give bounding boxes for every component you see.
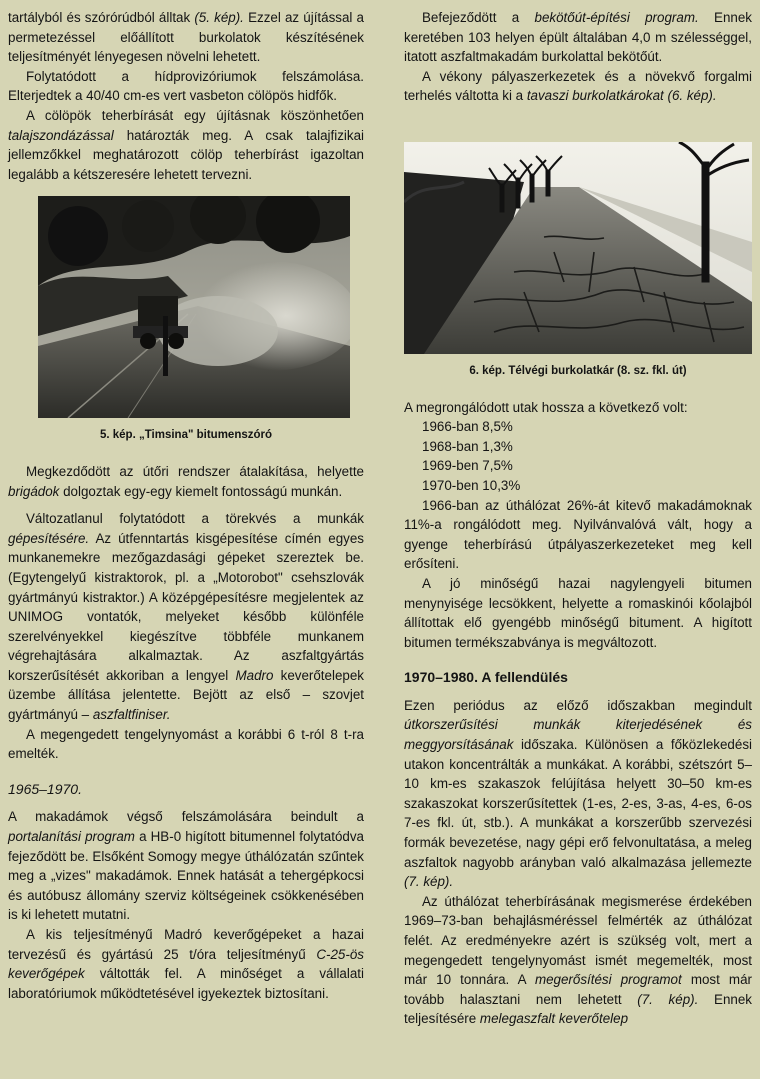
paragraph: A makadámok végső felszámolására beindult a portalanítási program a HB-0 higított bitumennel folytatódva fejeződött be. Elsőként Somogy megye úthálózatán szűntek meg a „vizes" makadámok. Ennek hatását a tehergépkocsi és autóbusz állomány szerviz költségeinek csökkenésében is ki lehetett mutatni. (8, 809, 364, 923)
paragraph: Változatlanul folytatódott a törekvés a munkák gépesítésére. Az útfenntartás kisgépesítése címén egyes munkanemekre mezőgazdasági gépeket szereztek be. (Egytengelyű kistraktorok, pl. a „Motorobot" csehszlovák gyártmányú kistraktor.) A középgépesítésre megjelentek az UNIMOG vontatók, melyeket később különféle szerelvényekkel kiegészítve többféle munkanem végrehajtására alkalmaztak. Az aszfaltgyártás korszerűsítését akkoriban a lengyel Madro keverőtelepek üzembe állítása jelentette. Bejött az első – szovjet gyártmányú – aszfaltfiniser. (8, 511, 364, 723)
section-title: 1965–1970. (8, 780, 82, 797)
paragraph: A cölöpök teherbírását egy újításnak köszönhetően talajszondázással határozták meg. A csak talajfizikai jellemzőkkel meghatározott cölöp teherbírást igazoltan legalább a kétszeresére lehetett tervezni. (8, 107, 364, 182)
paragraph: Ezen periódus az előző időszakban megindult útkorszerűsítési munkák kiterjedésének és meggyorsításának időszaka. Különösen a főközlekedési utakon koncentrálták a munkákat. A korábbi, szétszórt 5–10 km-es szakaszok felújítása helyett 30–50 km-es szakaszokat korszerűsítettek (1-es, 2-es, 3-as, 4-es, 6-os 7-es fkl. út, stb.). A munkákat a korszerűbb szervezési formák bevezetése, nagy gépi erő felvonultatása, a meleg aszfaltok nagyobb arányban való alkalmazása jellemezte (7. kép). (404, 697, 752, 890)
list-item: 1966-ban 8,5% (422, 419, 513, 435)
paragraph: A megengedett tengelynyomást a korábbi 6 t-ról 8 t-ra emelték. (8, 726, 364, 762)
list-item: 1970-ben 10,3% (422, 477, 521, 493)
paragraph: A megrongálódott utak hossza a következő volt: (404, 399, 688, 415)
paragraph: Folytatódott a hídprovizóriumok felszámolása. Elterjedtek a 40/40 cm-es vert vasbeton cölöpös hidfők. (8, 68, 364, 104)
photo-winter-road-damage (404, 142, 752, 382)
damage-stats-list (404, 417, 752, 495)
list-item: 1968-ban 1,3% (422, 438, 513, 454)
paragraph: Megkezdődött az útőri rendszer átalakítása, helyette brigádok dolgoztak egy-egy kiemelt fontosságú munkán. (8, 463, 364, 499)
right-column (404, 8, 752, 1029)
paragraph: tartályból és szórórúdból álltak (5. kép). Ezzel az újítással a permetezéssel előállított burkolatok készítésének teljesítményét lényegesen növelni lehetett. (8, 10, 364, 65)
section-title: 1970–1980. A fellendülés (404, 669, 568, 686)
photo-caption: 5. kép. „Timsina" bitumenszóró (99, 429, 273, 442)
paragraph: A jó minőségű hazai nagylengyeli bitumen menynyisége lecsökkent, helyette a romaskinói kőolajból állítottak elő gyengébb minőségű bitument. A higított bitumen termékszabványa is megváltozott. (404, 575, 752, 650)
photo-bitumen-sprayer (38, 196, 364, 446)
left-column (8, 8, 364, 1003)
paragraph: A vékony pályaszerkezetek és a növekvő forgalmi terhelés váltotta ki a tavaszi burkolatkárokat (6. kép). (404, 68, 752, 104)
paragraph: 1966-ban az úthálózat 26%-át kitevő makadámoknak 11%-a rongálódott meg. Nyilvánvalóvá vált, hogy a gyenge teherbírású útpályaszerkezeteket meg kell erősíteni. (404, 497, 752, 572)
paragraph: A kis teljesítményű Madró keverőgépeket a hazai tervezésű és gyártású 25 t/óra teljesítményű C-25-ös keverőgépek váltották fel. A minőséget a vállalati laboratóriumok működtetésével igyekeztek biztosítani. (8, 927, 364, 1001)
paragraph: Befejeződött a bekötőút-építési program. Ennek keretében 103 helyen épült általában 4,0 m szélességgel, itatott aszfaltmakadám burkolattal bekötőút. (404, 10, 752, 65)
list-item: 1969-ben 7,5% (422, 458, 513, 474)
paragraph: Az úthálózat teherbírásának megismerése érdekében 1969–73-ban behajlásméréssel felmérték az úthálózat felét. Az eredményekre azért is szükség volt, mert a megengedett tengelynyomást ismét megemelték, most már 10 tonnára. A megerősítési programot most már tovább halasztani nem lehetett (7. kép). Ennek teljesítésére melegaszfalt keverőtelep (404, 893, 752, 1027)
photo-caption: 6. kép. Télvégi burkolatkár (8. sz. fkl. út) (469, 364, 687, 377)
